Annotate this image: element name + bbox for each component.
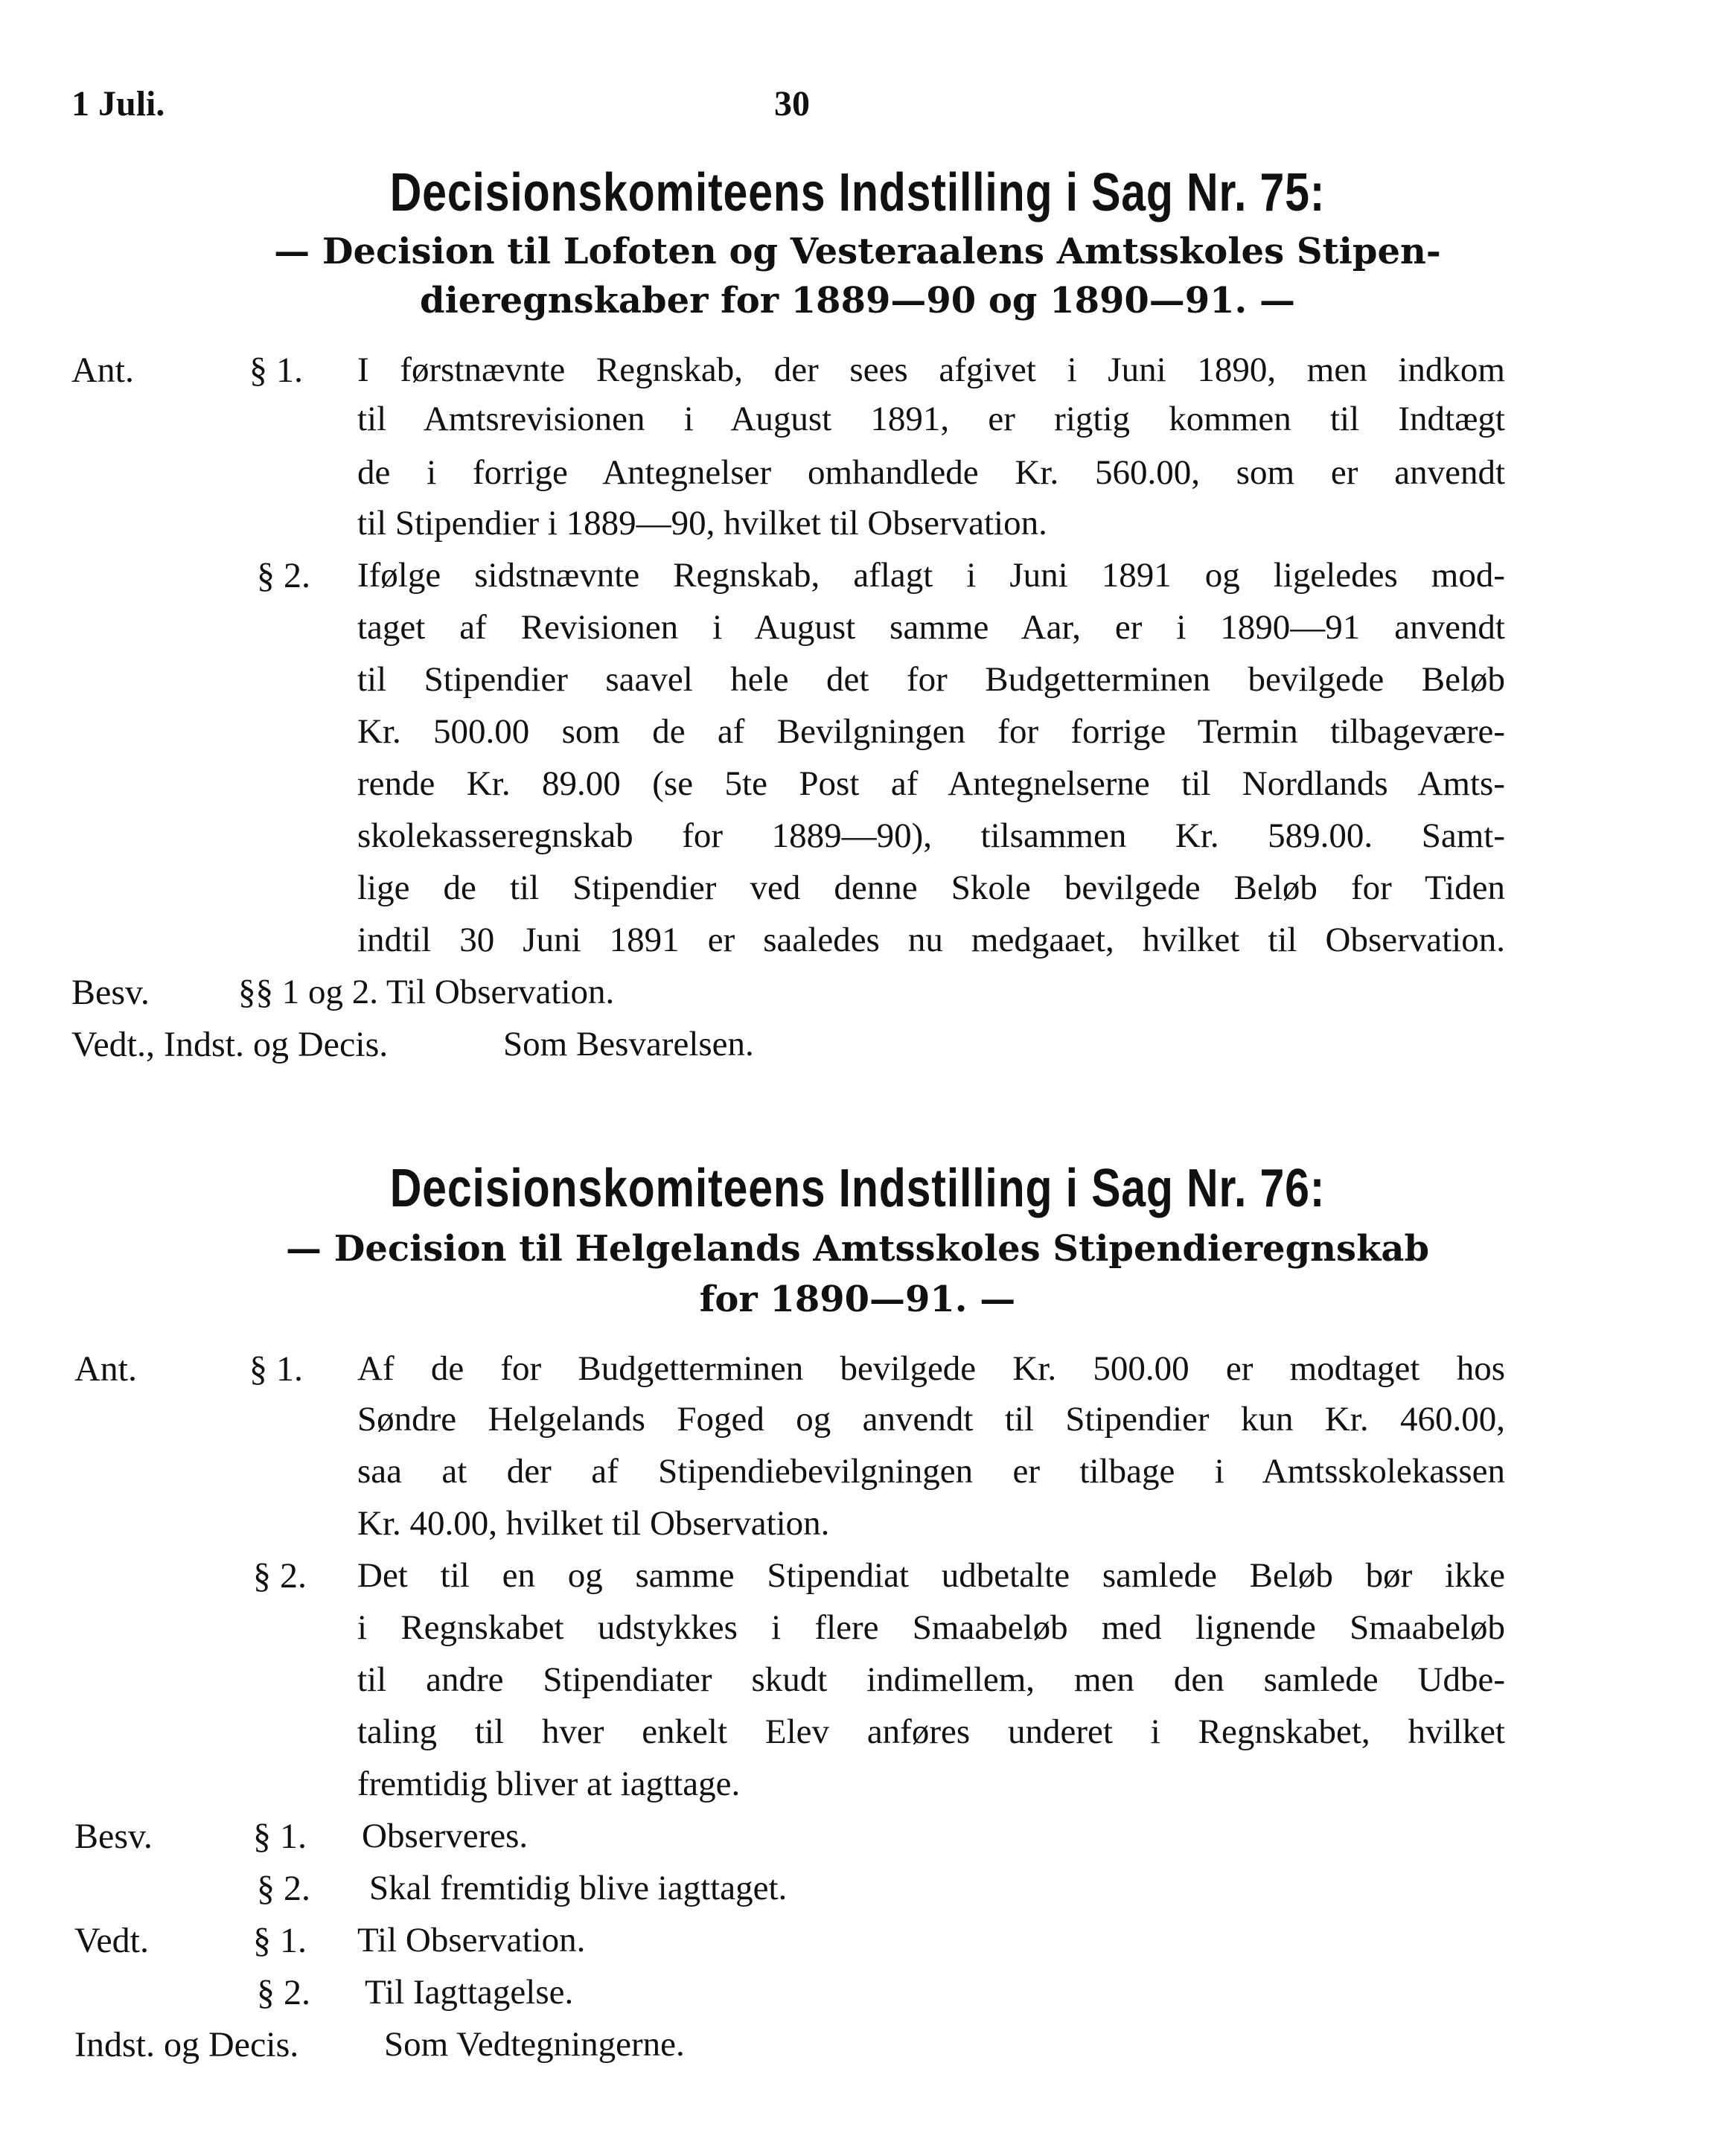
page-number: 30 (774, 84, 810, 124)
section-76-indst-label: Indst. og Decis. (74, 2025, 299, 2064)
section-75-subheading-line-1: — Decision til Lofoten og Vesteraalens Amtsskoles Stipen- (274, 231, 1441, 272)
section-75-p2-line: Kr. 500.00 som de af Bevilgningen for forrige Termin tilbagevære- (357, 712, 1505, 751)
section-75-p2-line: rende Kr. 89.00 (se 5te Post af Antegnelserne til Nordlands Amts- (357, 764, 1505, 803)
section-75-p1-line: de i forrige Antegnelser omhandlede Kr. 560.00, som er anvendt (357, 453, 1505, 492)
section-76-besv-label: Besv. (74, 1817, 153, 1856)
section-75-p1-mark: § 1. (249, 351, 303, 390)
section-75-p2-line: til Stipendier saavel hele det for Budgetterminen bevilgede Beløb (357, 660, 1505, 699)
section-75-subheading-line-2: dieregnskaber for 1889—90 og 1890—91. — (420, 280, 1295, 322)
section-75-ant-label: Ant. (71, 351, 134, 390)
section-76-besv-2-mark: § 2. (257, 1869, 310, 1908)
section-76-vedt-1-mark: § 1. (253, 1921, 307, 1960)
section-76-vedt-2-text: Til Iagttagelse. (365, 1973, 574, 2012)
section-76-p1-mark: § 1. (249, 1349, 303, 1389)
section-75-p1-line: I førstnævnte Regnskab, der sees afgivet i Juni 1890, men indkom (357, 351, 1505, 389)
section-76-besv-2-text: Skal fremtidig blive iagttaget. (369, 1869, 788, 1907)
section-76-besv-1-mark: § 1. (253, 1817, 307, 1856)
section-75-p2-line: taget af Revisionen i August samme Aar, er i 1890—91 anvendt (357, 608, 1505, 647)
section-76-p2-line: i Regnskabet udstykkes i flere Smaabeløb med lignende Smaabeløb (357, 1608, 1505, 1647)
section-75-p2-line: lige de til Stipendier ved denne Skole bevilgede Beløb for Tiden (357, 869, 1505, 907)
section-76-p1-line: Søndre Helgelands Foged og anvendt til Stipendier kun Kr. 460.00, (357, 1400, 1505, 1439)
section-76-subheading-line-2: for 1890—91. — (699, 1279, 1016, 1320)
section-75-p2-line: indtil 30 Juni 1891 er saaledes nu medgaaet, hvilket til Observation. (357, 921, 1505, 959)
section-76-subheading-line-1: — Decision til Helgelands Amtsskoles Stipendieregnskab (286, 1228, 1429, 1270)
section-76-heading: Decisionskomiteens Indstilling i Sag Nr. 76: (389, 1159, 1326, 1218)
section-76-vedt-label: Vedt. (74, 1921, 149, 1960)
section-76-besv-1-text: Observeres. (362, 1817, 528, 1855)
section-76-vedt-1-text: Til Observation. (357, 1921, 586, 1960)
section-75-besv-label: Besv. (71, 973, 150, 1012)
section-75-p1-line: til Amtsrevisionen i August 1891, er rigtig kommen til Indtægt (357, 400, 1505, 438)
section-76-p1-line: saa at der af Stipendiebevilgningen er tilbage i Amtsskolekassen (357, 1452, 1505, 1491)
section-75-p2-line: Ifølge sidstnævnte Regnskab, aflagt i Juni 1891 og ligeledes mod- (357, 556, 1505, 595)
section-76-p1-line: Kr. 40.00, hvilket til Observation. (357, 1504, 830, 1543)
page-date: 1 Juli. (71, 84, 165, 124)
section-75-p2-line: skolekasseregnskab for 1889—90), tilsammen Kr. 589.00. Samt- (357, 816, 1505, 855)
section-75-heading: Decisionskomiteens Indstilling i Sag Nr. 75: (389, 163, 1326, 223)
section-76-indst-text: Som Vedtegningerne. (384, 2025, 685, 2064)
section-76-ant-label: Ant. (74, 1349, 137, 1389)
section-76-p2-line: taling til hver enkelt Elev anføres underet i Regnskabet, hvilket (357, 1712, 1505, 1751)
section-76-p2-mark: § 2. (253, 1556, 307, 1596)
section-75-p2-mark: § 2. (257, 556, 310, 595)
section-75-besv-text: §§ 1 og 2. Til Observation. (238, 973, 615, 1011)
section-75-vedt-text: Som Besvarelsen. (503, 1025, 754, 1063)
section-76-vedt-2-mark: § 2. (257, 1973, 310, 2012)
section-76-p2-line: Det til en og samme Stipendiat udbetalte samlede Beløb bør ikke (357, 1556, 1505, 1595)
section-76-p2-line: fremtidig bliver at iagttage. (357, 1765, 741, 1803)
section-75-p1-line: til Stipendier i 1889—90, hvilket til Observation. (357, 504, 1047, 543)
section-75-vedt-label: Vedt., Indst. og Decis. (71, 1025, 389, 1064)
section-76-p2-line: til andre Stipendiater skudt indimellem, men den samlede Udbe- (357, 1660, 1505, 1699)
section-76-p1-line: Af de for Budgetterminen bevilgede Kr. 500.00 er modtaget hos (357, 1349, 1505, 1388)
